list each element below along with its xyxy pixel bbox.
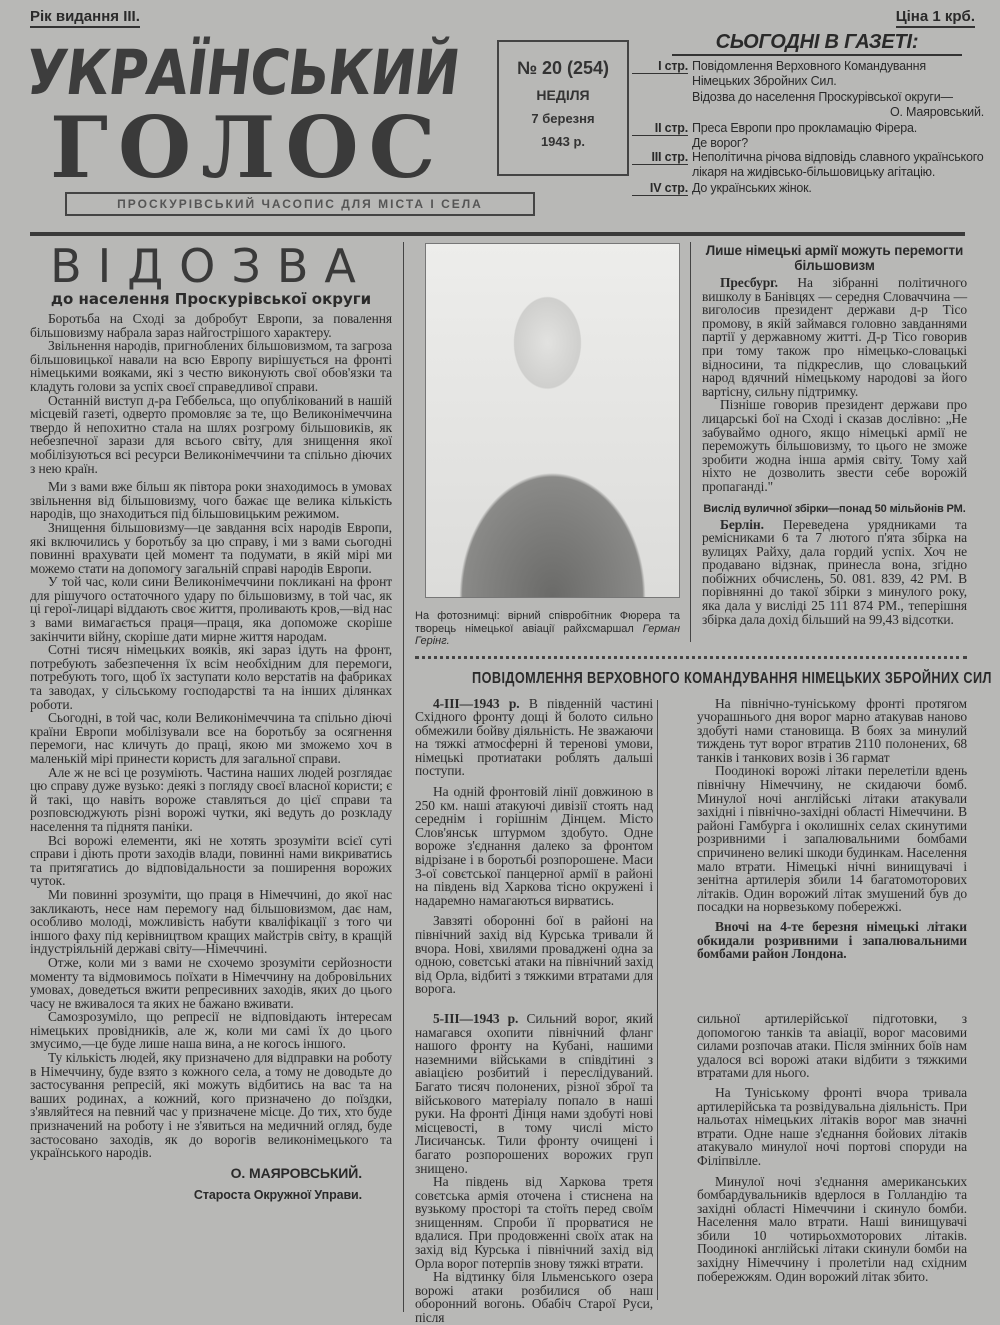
paragraph: Завзяті оборонні бої в районі на північний захід від Курська тривали й вчора. Нові, хвилями проваджені одна за одною, совєтські атаки на північний захід від Орла, відбиті з тяжкими втратами для ворога. <box>415 913 653 997</box>
paragraph: Але ж не всі це розуміють. Частина наших людей розглядає цю справу дуже вузько: деякі з погляду своєї власної користи; є й такі, що навіть вороже ставляться до цієї справи та розповсюджують різні ворожі чутки, які ведуть до розкладу населення та піднятя паніки. <box>30 764 392 834</box>
contents-entry <box>632 150 984 179</box>
dateline: Пресбург. <box>720 275 778 290</box>
newspaper-subtitle: ПРОСКУРІВСЬКИЙ ЧАСОПИС ДЛЯ МІСТА І СЕЛА <box>65 192 535 216</box>
paragraph: Отже, коли ми з вами не схочемо зрозуміти серйозности моменту та відмовимось поїхати в Німеччину на добровільних умовах, доведеться вжити репресивних заходів, яких до цього часу не вживалося та яких не бажано вживати. <box>30 954 392 1011</box>
year-of-publication: Рік видання III. <box>30 8 140 28</box>
newspaper-title-line2: ГОЛОС <box>50 98 446 197</box>
paragraph: Боротьба на Сході за добробут Европи, за повалення більшовизму набрала зараз найгострішого характеру. <box>30 311 392 340</box>
paragraph: Сотні тисяч німецьких вояків, які зараз ідуть на фронт, потребують забезпечення їх всім необхідним для перемоги, потребують того, щоб їх заступати коло верстатів на фабриках та заводах, у сільському господарстві та на інших ділянках роботи. <box>30 642 392 712</box>
appeal-body <box>30 312 392 1204</box>
contents-item: О. Маяровський. <box>889 104 984 119</box>
photo-block <box>415 243 685 648</box>
page-label: III стр. <box>632 150 688 165</box>
communique-day1-right <box>697 697 967 961</box>
paragraph: На відтинку біля Ільменського озера ворожі атаки розбилися об наш оборонний вогонь. Обабіч Старої Руси, після <box>415 1269 653 1325</box>
paragraph: Поодинокі ворожі літаки перелетіли вдень північну Німеччину, не скидаючи бомб. Минулої ночі англійські літаки атакували західні і північно-західні області Німеччини. В районі Гамбурга і околишніх селах скинутими розривними і запалювальними бомбами спричинено великі шкоди будинкам. Населення мало втрати. Німецькі нічні винищувачі і зенітна артилерія збили 14 багатомоторових літаків. Один ворожий літак змушений був до посадки на норвезькому побережжі. <box>697 763 967 915</box>
paragraph: Ми повинні зрозуміти, що праця в Німеччині, до якої нас закликають, несе нам перемогу над більшовизмом, дає нам, особливо молоді, можливість набути кваліфікації з того чи іншого фаху під керівництвом кращих майстрів світу, в кращій індустріяльній державі світу—Німеччині. <box>30 886 392 957</box>
signature-title: Староста Окружної Управи. <box>193 1187 362 1202</box>
table-of-contents <box>632 30 984 196</box>
middle-right-section <box>415 243 992 1325</box>
date-lead: 5-III—1943 р. <box>433 1010 519 1026</box>
signature: О. МАЯРОВСЬКИЙ. <box>230 1164 362 1181</box>
article-heading: Лише німецькі армії можуть перемогти більшовизм <box>705 243 964 273</box>
paragraph: На Туніському фронті вчора тривала артилерійська та розвідувальна діяльність. При нальотах німецьких літаків ворог мав значні втрати. Одне наше з'єднання бойових літаків атакувало минулої ночі портові споруди на Філіпвілле. <box>697 1084 967 1168</box>
contents-item: Преса Европи про прокламацію Фірера. <box>692 121 918 135</box>
article-tiso <box>702 243 967 626</box>
top-row <box>415 243 967 648</box>
paragraph: Останній виступ д-ра Геббельса, що опублікований в нашій місцевій газеті, одверто промовляє за те, що Великонімеччина твердо й непохитно стала на шлях розгрому більшовиків, як небезпечної зарази для всього світу, для знищення якої мобілізуються всі ресурси Великонімеччини та спільно діючих з нею країн. <box>30 392 392 476</box>
issue-box <box>497 40 629 176</box>
issue-date: 7 березня <box>531 111 595 126</box>
communique-day2 <box>415 1012 967 1325</box>
paragraph: У той час, коли сини Великонімеччини покликані на фронт для рішучого остаточного удару по більшовизму, в той час, як ці герої-лицарі віддають своє життя, проливають кров,—від нас з вами вимагається праця—праця, яка допоможе скоріше закінчити війну, скоріше дати мирне життя народам. <box>30 574 392 644</box>
paragraph: Пізніше говорив президент держави про лицарські бої на Сході і сказав дослівно: „Не забуваймо одного, якщо німецькі армії не переможуть більшовизму, то цього не зможе зробити жодна інша армія світу. Тому хай ніхто не дозволить звести себе ворожій пропаганді." <box>702 397 967 494</box>
communique-day1 <box>415 697 967 996</box>
paragraph: Минулої ночі з'єднання американських бомбардувальників вдерлося в Голландію та західні області Німеччини і скинуло бомби. Населення мало втрати. Наші винищувачі збили 10 чотирьохмоторових літаків. Поодинокі англійські літаки скинули бомби на західну Німеччину і пролетіли над східним побережжям. Один ворожий літак збито. <box>697 1173 967 1284</box>
paragraph: На одній фронтовій лінії довжиною в 250 км. наші атакуючі дивізії стоять над середнім і горішнім Дінцем. Місто Слов'янськ штурмом здобуто. Одне вороже з'єднання далеко за фронтом відрізане і в боротьбі розпорошене. Маси 3-ої совєтської панцерної армії в районі на південь від Харкова тісно окружені і надаремно намагаються вирватись. <box>415 784 653 908</box>
paragraph: На південь від Харкова третя совєтська армія оточена і стиснена на вузькому просторі та стоїть перед своїм знищенням. Спроби її прорватися не вдалися. При продовженні своїх атак на захід від Курська і північний захід від Орла ворог потерпів знову тяжкі втрати. <box>415 1174 653 1271</box>
contents-item: Відозва до населення Проскурівської округи— <box>692 90 953 104</box>
paragraph: Переведена урядниками та ремісниками 6 та 7 лютого п'ята збірка на вулицях Райху, дала гордий успіх. Хоч не продавано відзнак, принесла вона, згідно побіжних обчислень, 50. 081. 839, 42 РМ. В порівнянні до такої збірки з минулого року, яка дала у висліді 25 111 874 РМ., теперішня збірка дала дохід більший на 99,43 відсотки. <box>702 516 967 627</box>
contents-entry <box>632 121 984 150</box>
appeal-subtitle: до населення Проскурівської округи <box>50 290 372 308</box>
communique-day1-left <box>415 697 653 996</box>
page-label: I стр. <box>632 59 688 74</box>
header-rule <box>30 232 965 236</box>
page-label: II стр. <box>632 121 688 136</box>
column-divider <box>403 242 404 1312</box>
communique-heading-row <box>415 669 992 691</box>
paragraph: Звільнення народів, пригноблених більшовизмом, та загроза більшовицької навали на всю Европу вирішується на фронті німецькими вояками, які з честю виконують свої обов'язки та кладуть голови за успіх своєї справедливої справи. <box>30 338 392 394</box>
price: Ціна 1 крб. <box>896 8 975 28</box>
paragraph: На зібранні політичного вишколу в Банівцях — середня Словаччина —виголосив президент держави д-р Тісо промову, в якій займався головно завданнями партії у державному житті. Д-р Тісо говорив при тому також про німецько-словацькі відносини, та підкреслив, що словацький народ вдячний німецькому народові за його вартісну, сильну підтримку. <box>702 275 967 399</box>
page-label: IV стр. <box>632 181 688 196</box>
paragraph: Знищення більшовизму—це завдання всіх народів Европи, які включились у боротьбу за цю справу, і ми з вами сьогодні повинні врахувати цей момент та подумати, в якій мірі ми можемо стати на допомогу загальній справі народів Европи. <box>30 519 392 576</box>
dotted-separator <box>415 656 967 659</box>
caption-name: Герман Герінг. <box>415 622 680 647</box>
article-heading: Вислід вуличної збірки—понад 50 мільйонів РМ. <box>703 502 966 515</box>
appeal-title: ВІДОЗВА <box>50 239 372 293</box>
appeal-article <box>30 239 392 1204</box>
paragraph: Ми з вами вже більш як півтора роки знаходимось в умовах звільнення від більшовизму, чого бажає ще велика кількість народів, що знаходиться під більшовицьким режимом. <box>30 479 392 522</box>
contents-entry <box>632 181 984 196</box>
communique-heading: ПОВІДОМЛЕННЯ ВЕРХОВНОГО КОМАНДУВАННЯ НІМЕЦЬКИХ ЗБРОЙНИХ СИЛ <box>472 669 992 687</box>
contents-item: До українських жінок. <box>692 181 812 195</box>
paragraph: Самозрозуміло, що репресії не відповідають інтересам німецьких провідників, але ж, коли ми самі їх до цього змусимо,—це буде лише наша вина, а не когось іншого. <box>30 1009 392 1052</box>
contents-item: Де ворог? <box>692 135 748 150</box>
paragraph: На північно-туніському фронті протягом учорашнього дня ворог марно атакував наново здобуті нами становища. В боях за минулий тиждень тут ворог втратив 2110 полонених, 68 танків і танкових возів і 36 гармат <box>697 695 967 765</box>
paragraph: Всі ворожі елементи, які не хотять зрозуміти всієї суті справи і діють проти заходів влади, повинні нами викриватись та притягатись до відповідальности за поширення ворожих чуток. <box>30 832 392 889</box>
paragraph: Ту кількість людей, яку призначено для відправки на роботу в Німеччину, буде взято з кожного села, а тому не доводьте до застосування репресій, які можуть відбитись на вас та на ваших родинах, а кожний, кого призначено до поїздки, з'являйтеся на певний час у призначене місце. До тих, хто буде призначений на роботу і не з'явиться на медичний огляд, буде застосовано заходів, як до ворогів великонімецького та українського народів. <box>30 1050 392 1161</box>
paragraph: В південній частині Східного фронту дощі й болото сильно обмежили бойву діяльність. Не зважаючи на тяжкі атмосферні й теренові умови, німецькі протиатаки роблять дальші поступи. <box>415 695 654 779</box>
paragraph: Сильний ворог, який намагався охопити північний фланг нашого фронту на Кубані, нашими наземними військами в співдітині з авіацією розбитий і переслідуваний. Багато тисяч полонених, різної зброї та військового матеріалу попало в наші руки. На фронті Дінця нами здобуті нові місцевості, в тому числі місто Лисичанськ. Тили фронту очищені і багато розпорошених ворожих груп знищено. <box>415 1010 653 1176</box>
caption-text: На фотознимці: вірний співробітник Фюрера та творець німецької авіації райхсмаршал <box>415 610 680 635</box>
portrait-photo <box>425 243 680 598</box>
issue-number: № 20 (254) <box>516 58 610 78</box>
contents-heading: СЬОГОДНІ В ГАЗЕТІ: <box>672 30 962 56</box>
date-lead: 4-III—1943 р. <box>433 695 520 711</box>
contents-entry <box>632 59 984 119</box>
contents-item: Неполітична річова відповідь славного українського лікаря на жидівсько-більшовицьку агітацію. <box>692 150 984 179</box>
paragraph: Сьогодні, в той час, коли Великонімеччина та спільно діючі країни Европи мобілізували все на боротьбу за осягнення перемоги, нас кличуть до праці, якою ми зможемо хоч в маленькій мірі принести користь для загальної справи. <box>30 710 392 766</box>
communique-day2-right <box>697 1012 967 1283</box>
dateline: Берлін. <box>720 516 764 532</box>
contents-item: Повідомлення Верховного Командування Німецьких Збройних Сил. <box>692 59 926 88</box>
issue-year: 1943 р. <box>540 134 586 149</box>
photo-caption <box>415 610 680 648</box>
communique-day2-left <box>415 1012 653 1325</box>
paragraph: Вночі на 4-те березня німецькі літаки обкидали розривними і запалювальними бомбами район Лондона. <box>697 919 967 962</box>
newspaper-title-line1: УКРАЇНСЬКИЙ <box>21 36 464 109</box>
issue-weekday: НЕДІЛЯ <box>536 87 590 103</box>
paragraph: сильної артилерійської підготовки, з допомогою танків та авіації, ворог масовими силами розпочав атаки. Після змінних боїв нам удалося всі ворожі атаки відбити з тяжкими втратами для нього. <box>697 1010 967 1081</box>
